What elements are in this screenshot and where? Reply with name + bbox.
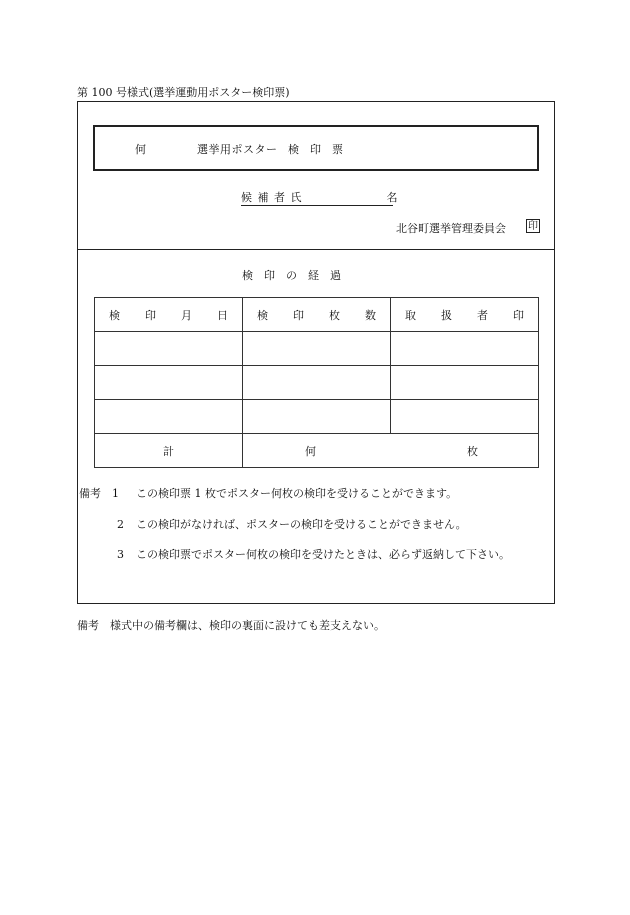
remark-number: 1 — [112, 487, 119, 500]
table-row — [95, 400, 539, 434]
table-row — [95, 332, 539, 366]
table-cell — [95, 400, 243, 434]
title-count-placeholder: 何 — [135, 143, 146, 156]
total-count-placeholder: 何 — [305, 444, 316, 458]
seal-stamp: 印 — [528, 221, 538, 232]
table-cell — [95, 366, 243, 400]
form-caption: 第 100 号様式(選挙運動用ポスター検印票) — [77, 86, 290, 99]
table-cell — [243, 366, 391, 400]
footer-note: 備考 様式中の備考欄は、検印の裏面に設けても差支えない。 — [77, 619, 385, 632]
history-table — [94, 297, 539, 468]
header-char: 検 — [109, 308, 120, 322]
header-char: 枚 — [329, 308, 340, 322]
header-char: 者 — [477, 308, 488, 322]
table-total-row — [95, 434, 539, 468]
table-cell — [391, 332, 539, 366]
table-cell — [391, 366, 539, 400]
total-amount — [243, 434, 539, 468]
table-cell — [243, 332, 391, 366]
total-label: 計 — [95, 434, 243, 468]
header-char: 検 — [257, 308, 268, 322]
total-unit: 枚 — [467, 444, 478, 458]
remark-label: 備考 1 — [79, 487, 119, 500]
header-char: 印 — [513, 308, 524, 322]
remark-item — [79, 516, 467, 532]
remark-text: この検印票 1 枚でポスター何枚の検印を受けることができます。 — [136, 487, 458, 500]
header-char: 印 — [145, 308, 156, 322]
header-char: 取 — [405, 308, 416, 322]
header-char: 日 — [217, 308, 228, 322]
section-divider — [77, 249, 555, 250]
history-heading: 検 印 の 経 過 — [242, 269, 341, 282]
header-date — [95, 298, 243, 332]
table-cell — [391, 400, 539, 434]
header-char: 印 — [293, 308, 304, 322]
remark-text: この検印がなければ、ポスターの検印を受けることができません。 — [136, 518, 467, 531]
table-cell — [95, 332, 243, 366]
candidate-name-underline — [241, 205, 393, 206]
header-char: 扱 — [441, 308, 452, 322]
header-handler — [391, 298, 539, 332]
table-row — [95, 366, 539, 400]
header-char: 数 — [365, 308, 376, 322]
header-char: 月 — [181, 308, 192, 322]
remark-number: 3 — [117, 548, 124, 561]
form-title-kenin: 検 印 票 — [288, 143, 343, 156]
remark-item — [79, 546, 510, 562]
remark-item — [79, 485, 457, 501]
remark-number: 2 — [117, 518, 124, 531]
candidate-name-label: 候 補 者 氏 名 — [241, 191, 399, 204]
remark-text: この検印票でポスター何枚の検印を受けたときは、必らず返納して下さい。 — [136, 548, 510, 561]
issuer-committee: 北谷町選挙管理委員会 — [396, 222, 506, 235]
table-cell — [243, 400, 391, 434]
table-header-row — [95, 298, 539, 332]
form-title: 選挙用ポスター — [197, 143, 278, 156]
header-count — [243, 298, 391, 332]
